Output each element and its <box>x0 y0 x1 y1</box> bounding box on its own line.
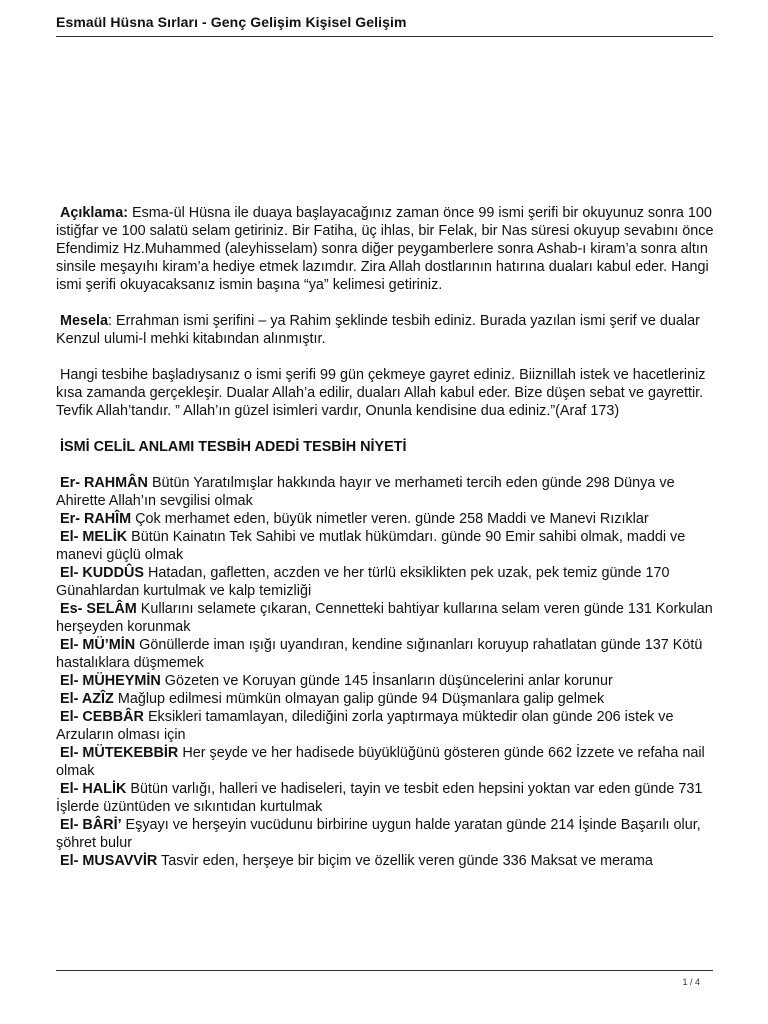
esma-list <box>56 474 716 870</box>
esma-description: Bütün Kainatın Tek Sahibi ve mutlak hükümdarı. günde 90 Emir sahibi olmak, maddi ve manevi güçlü olmak <box>56 529 686 563</box>
esma-name: El- BÂRİ’ <box>60 817 122 833</box>
example-paragraph <box>56 312 716 348</box>
page-number: 1 / 4 <box>682 977 700 987</box>
list-item <box>56 816 716 852</box>
list-item <box>56 636 716 672</box>
table-heading: İSMİ CELİL ANLAMI TESBİH ADEDİ TESBİH NİYETİ <box>60 439 407 455</box>
esma-description: Eşyayı ve herşeyin vucüdunu birbirine uygun halde yaratan günde 214 İşinde Başarılı olur, şöhret bulur <box>56 817 701 851</box>
example-text: : Errahman ismi şerifini – ya Rahim şeklinde tesbih ediniz. Burada yazılan ismi şerif ve dualar Kenzul ulumi-l mehki kitabından alınmıştır. <box>56 313 700 347</box>
esma-description: Bütün Yaratılmışlar hakkında hayır ve merhameti tercih eden günde 298 Dünya ve Ahirette Allah’ın sevgilisi olmak <box>56 475 675 509</box>
list-item <box>56 852 716 870</box>
intro-paragraph <box>56 204 716 294</box>
esma-name: El- HALİK <box>60 781 127 797</box>
list-item <box>56 744 716 780</box>
esma-description: Tasvir eden, herşeye bir biçim ve özellik veren günde 336 Maksat ve merama <box>157 853 653 869</box>
example-label: Mesela <box>60 313 108 329</box>
esma-description: Kullarını selamete çıkaran, Cennetteki bahtiyar kullarına selam veren günde 131 Korkulan herşeyden korunmak <box>56 601 713 635</box>
document-body <box>56 204 716 870</box>
esma-name: El- AZÎZ <box>60 691 114 707</box>
esma-name: Er- RAHMÂN <box>60 475 148 491</box>
note-text: Hangi tesbihe başladıysanız o ismi şerifi 99 gün çekmeye gayret ediniz. Biiznillah istek ve hacetleriniz kısa zamanda gerçekleşir. Dualar Allah’a edilir, duaları Allah kabul eder. Bize düşen sebat ve gayrettir. Tevfik Allah’tandır. ” Allah’ın güzel isimleri vardır, Onunla kendisine dua ediniz.”(Araf 173) <box>56 367 706 419</box>
esma-name: Er- RAHÎM <box>60 511 132 527</box>
esma-name: El- MÜTEKEBBİR <box>60 745 179 761</box>
page-header-title: Esmaül Hüsna Sırları - Genç Gelişim Kişisel Gelişim <box>56 14 407 30</box>
list-item <box>56 708 716 744</box>
intro-label: Açıklama: <box>60 205 128 221</box>
list-item <box>56 600 716 636</box>
list-item <box>56 510 716 528</box>
esma-name: El- MÜ’MİN <box>60 637 136 653</box>
esma-name: El- MELİK <box>60 529 128 545</box>
note-paragraph <box>56 366 716 420</box>
esma-name: El- KUDDÛS <box>60 565 144 581</box>
esma-description: Mağlup edilmesi mümkün olmayan galip günde 94 Düşmanlara galip gelmek <box>113 691 605 707</box>
header-divider <box>56 36 713 37</box>
list-item <box>56 672 716 690</box>
list-item <box>56 564 716 600</box>
esma-description: Gönüllerde iman ışığı uyandıran, kendine sığınanları koruyup rahatlatan günde 137 Kötü hastalıklara düşmemek <box>56 637 703 671</box>
footer-divider <box>56 970 713 971</box>
esma-description: Bütün varlığı, halleri ve hadiseleri, tayin ve tesbit eden hepsini yoktan var eden günde 731 İşlerde üzüntüden ve sıkıntıdan kurtulmak <box>56 781 703 815</box>
esma-description: Gözeten ve Koruyan günde 145 İnsanların düşüncelerini anlar korunur <box>160 673 613 689</box>
intro-text: Esma-ül Hüsna ile duaya başlayacağınız zaman önce 99 ismi şerifi bir okuyunuz sonra 100 istiğfar ve 100 salatü selam getiriniz. Bir Fatiha, üç ihlas, bir Felak, bir Nas süresi okuyup sevabını önce Efendimiz Hz.Muhammed (aleyhisselam) sonra diğer peygamberlere sonra Ashab-ı kiram’a sonra altın sinsile meşayıhı kiram’a hediye etmek lazımdır. Zira Allah dostlarının hatırına duaları kabul eder. Hangi ismi şerifi okuyacaksanız ismin başına “ya” kelimesi getiriniz. <box>56 205 714 293</box>
list-item <box>56 780 716 816</box>
esma-name: El- CEBBÂR <box>60 709 144 725</box>
esma-description: Eksikleri tamamlayan, dilediğini zorla yaptırmaya müktedir olan günde 206 istek ve Arzuların olması için <box>56 709 674 743</box>
esma-name: El- MÜHEYMİN <box>60 673 161 689</box>
esma-name: El- MUSAVVİR <box>60 853 158 869</box>
esma-description: Hatadan, gafletten, aczden ve her türlü eksiklikten pek uzak, pek temiz günde 170 Günahlardan kurtulmak ve kalp temizliği <box>56 565 670 599</box>
esma-name: Es- SELÂM <box>60 601 137 617</box>
esma-description: Çok merhamet eden, büyük nimetler veren. günde 258 Maddi ve Manevi Rızıklar <box>131 511 649 527</box>
list-item <box>56 528 716 564</box>
list-item <box>56 690 716 708</box>
esma-description: Her şeyde ve her hadisede büyüklüğünü gösteren günde 662 İzzete ve refaha nail olmak <box>56 745 705 779</box>
list-item <box>56 474 716 510</box>
